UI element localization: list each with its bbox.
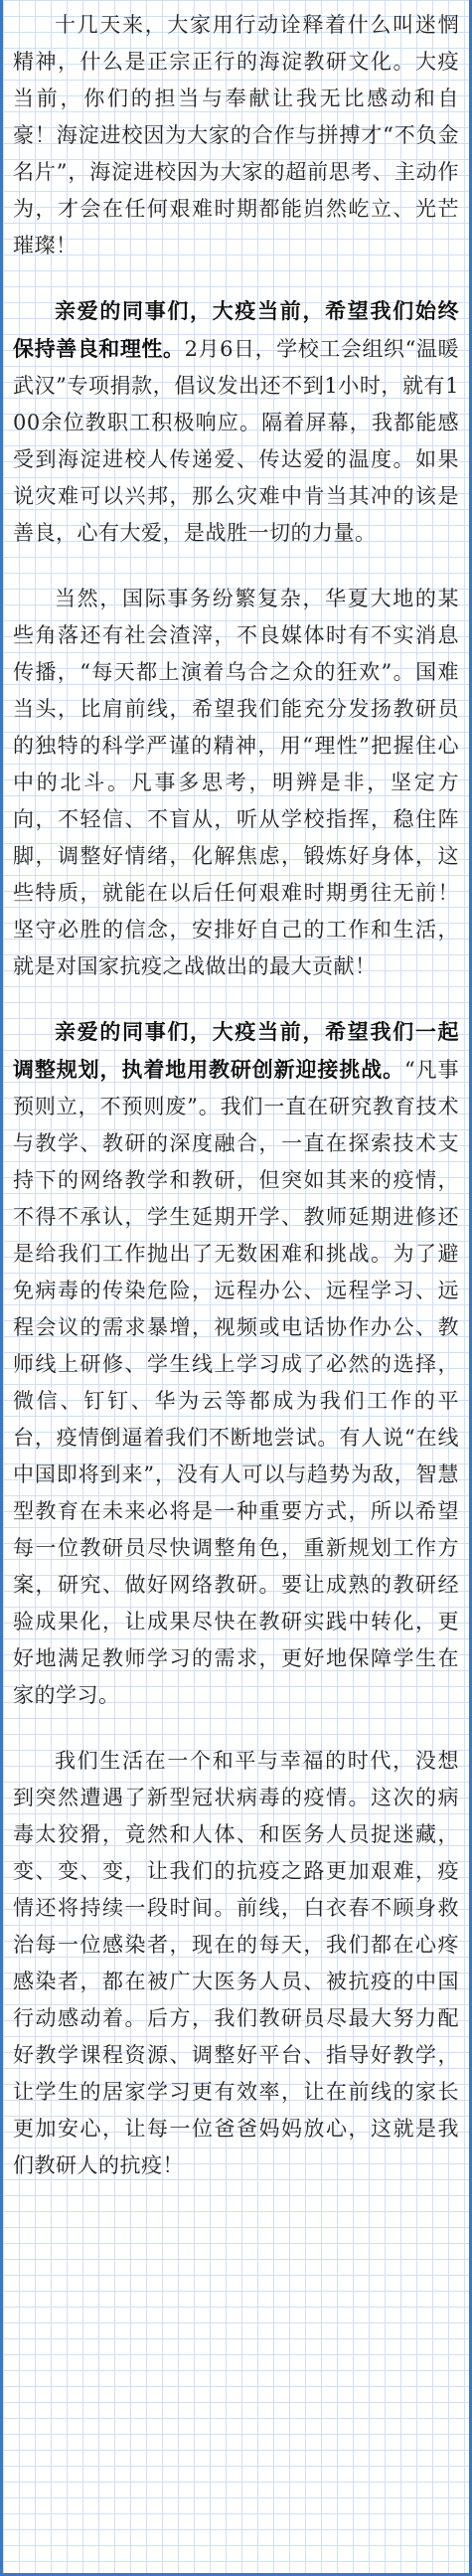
paragraph-4	[13, 1013, 459, 1714]
paragraph-1-text: 十几天来，大家用行动诠释着什么叫迷惘精神，什么是正宗正行的海淀教研文化。大疫当前，你们的担当与奉献让我无比感动和自豪！海淀进校因为大家的合作与拼搏才“不负金名片”，海淀进校因为大家的超前思考、主动作为，才会在任何艰难时期都能岿然屹立、光芒璀璨！	[13, 13, 459, 258]
paragraph-5	[13, 1742, 459, 2184]
paragraph-2-bold-lead: 亲爱的同事们，大疫当前，希望我们始终保持善良和理性。	[13, 298, 459, 361]
paragraph-4-text: “凡事预则立，不预则废”。我们一直在研究教育技术与教学、教研的深度融合，一直在探索技术支持下的网络教学和教研，但突如其来的疫情，不得不承认，学生延期开学、教师延期进修还是给我们工作抛出了无数困难和挑战。为了避免病毒的传染危险，远程办公、远程学习、远程会议的需求暴增，视频或电话协作办公、教师线上研修、学生线上学习成了必然的选择，微信、钉钉、华为云等都成为我们工作的平台，疫情倒逼着我们不断地尝试。有人说“在线中国即将到来”，没有人可以与趋势为敌，智慧型教育在未来必将是一种重要方式，所以希望每一位教研员尽快调整角色，重新规划工作方案，研究、做好网络教研。要让成熟的教研经验成果化，让成果尽快在教研实践中转化，更好地满足教师学习的需求，更好地保障学生在家的学习。	[13, 1058, 459, 1707]
paragraph-3	[13, 580, 459, 985]
paragraph-5-text: 我们生活在一个和平与幸福的时代，没想到突然遭遇了新型冠状病毒的疫情。这次的病毒太狡猾，竟然和人体、和医务人员捉迷藏，变、变、变，让我们的抗疫之路更加艰难，疫情还将持续一段时间。前线，白衣春不顾身救治每一位感染者，现在的每天，我们都在心疼感染者，都在被广大医务人员、被抗疫的中国行动感动着。后方，我们教研员尽最大努力配好教学课程资源、调整好平台、指导好教学，让学生的居家学习更有效率，让在前线的家长更加安心，让每一位爸爸妈妈放心，这就是我们教研人的抗疫！	[13, 1749, 459, 2177]
paragraph-1	[13, 6, 459, 264]
paragraph-3-text: 当然，国际事务纷繁复杂，华夏大地的某些角落还有社会渣滓，不良媒体时有不实消息传播，“每天都上演着乌合之众的狂欢”。国难当头，比肩前线，希望我们能充分发扬教研员的独特的科学严谨的精神，用“理性”把握住心中的北斗。凡事多思考，明辨是非，坚定方向，不轻信、不盲从，听从学校指挥，稳住阵脚，调整好情绪，化解焦虑，锻炼好身体，这些特质，就能在以后任何艰难时期勇往无前！坚守必胜的信念，安排好自己的工作和生活，就是对国家抗疫之战做出的最大贡献！	[13, 587, 459, 978]
paragraph-2	[13, 292, 459, 552]
paragraph-2-text: 2月6日，学校工会组织“温暖武汉”专项捐款，倡议发出还不到1小时，就有100余位教职工积极响应。隔着屏幕，我都能感受到海淀进校人传递爱、传达爱的温度。如果说灾难可以兴邦，那么灾难中肯当其冲的该是善良，心有大爱，是战胜一切的力量。	[13, 337, 459, 545]
paragraph-4-bold-lead: 亲爱的同事们，大疫当前，希望我们一起调整规划，执着地用教研创新迎接挑战。	[13, 1019, 459, 1082]
